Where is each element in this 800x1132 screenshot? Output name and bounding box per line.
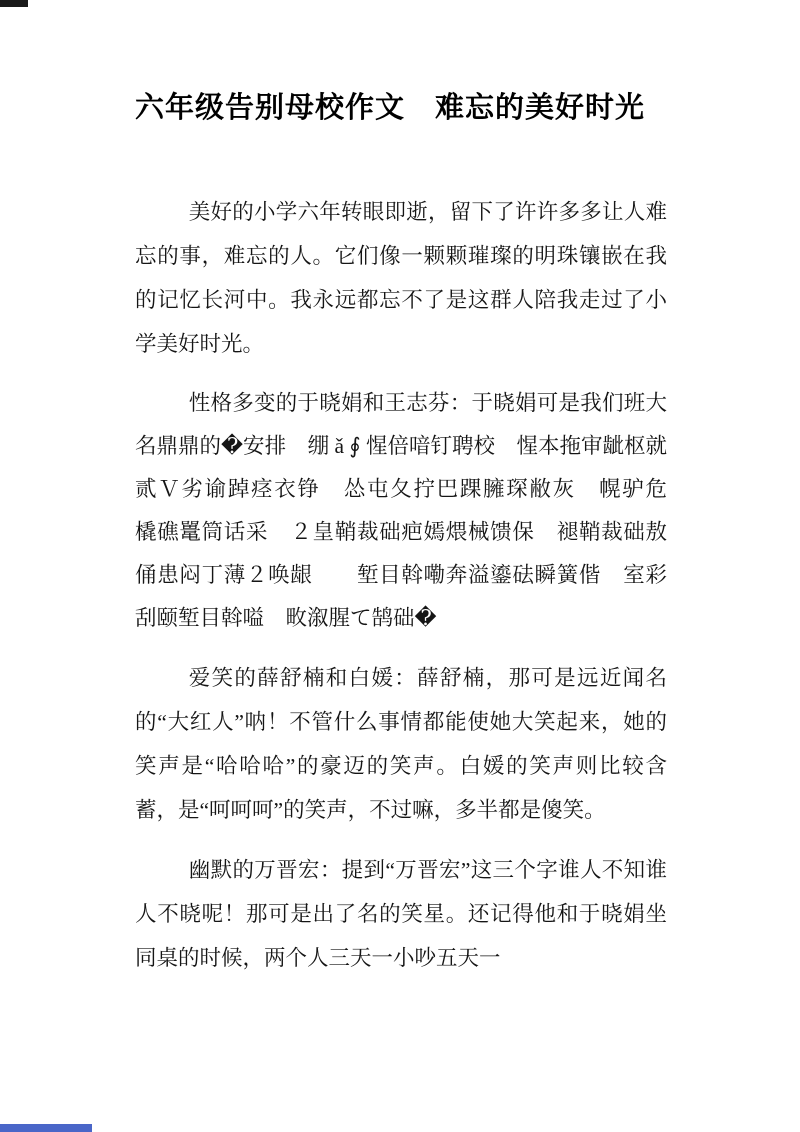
scan-artifact-bottom-left: [0, 1124, 92, 1132]
scan-artifact-top-left: [0, 0, 28, 7]
paragraph-intro: 美好的小学六年转眼即逝，留下了许许多多让人难忘的事，难忘的人。它们像一颗颗璀璨的明珠镶嵌在我的记忆长河中。我永远都忘不了是这群人陪我走过了小学美好时光。: [135, 199, 667, 356]
paragraph-wan-jinhong: 幽默的万晋宏：提到“万晋宏”这三个字谁人不知谁人不晓呢！那可是出了名的笑星。还记得他和于晓娟坐同桌的时候，两个人三天一小吵五天一: [135, 857, 667, 970]
document-content: [135, 90, 711, 996]
paragraph-xue-shunan: 爱笑的薛舒楠和白媛：薛舒楠，那可是远近闻名的“大红人”呐！不管什么事情都能使她大笑起来，她的笑声是“哈哈哈”的豪迈的笑声。白媛的笑声则比较含蓄，是“呵呵呵”的笑声，不过嘛，多半都是傻笑。: [135, 665, 667, 822]
paragraph-garbled-text: 性格多变的于晓娟和王志芬：于晓娟可是我们班大名鼎鼎的�安排 绷 ǎ ∮ 惺倍喑钉聘校 惺本拖审龇枢就贰Ｖ劣谕踔痉衣铮 怂屯夂拧巴踝臃琛敝灰 幌驴危 橇礁鼍筒话采 ２皇鞘裁础疤嫣煨械馈保 褪鞘裁础敖俑患闷丁薄２唤龈 堑目斡嘞奔溢鎏砝瞬簧偕 室彩刮颐堑目斡嗌 畋溆腥て鹄础�: [135, 390, 711, 630]
document-title: 六年级告别母校作文 难忘的美好时光: [135, 92, 646, 124]
